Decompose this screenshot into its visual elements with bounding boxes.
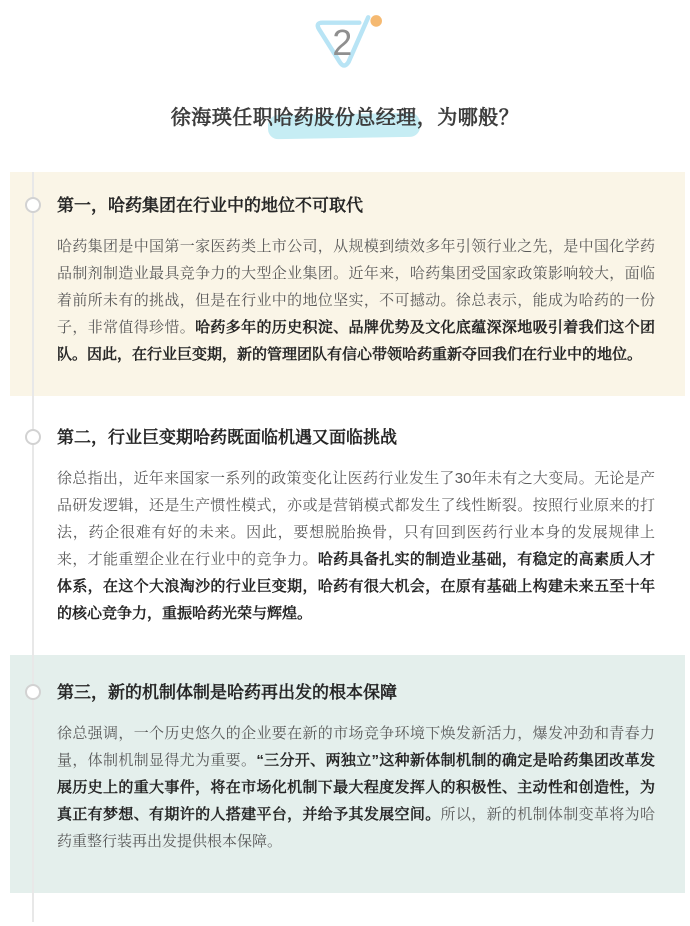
section-first-heading-text: 第一，哈药集团在行业中的地位不可取代: [57, 196, 363, 215]
section-third-paragraph: [57, 720, 655, 855]
section-second: [10, 396, 685, 655]
timeline-node-icon: [25, 684, 41, 700]
bold-text-run: “三分开、两独立”这种新体制机制的确定是哈药集团改革发展历史上的重大事件，将在市场化机制下最大程度发挥人的积极性、主动性和创造性，为真正有梦想、有期许的人搭建平台，并给予其发展空间。: [57, 752, 655, 823]
text-run: 徐总指出，近年来国家一系列的政策变化让医药行业发生了30年未有之大变局。无论是产品研发逻辑，还是生产惯性模式，亦或是营销模式都发生了线性断裂。按照行业原来的打法，药企很难有好的未来。因此，要想脱胎换骨，只有回到医药行业本身的发展规律上来，才能重塑企业在行业中的竞争力。: [57, 470, 655, 568]
text-run: 徐总强调，一个历史悠久的企业要在新的市场竞争环境下焕发新活力，爆发冲劲和青春力量，体制机制显得尤为重要。: [57, 725, 655, 769]
section-third-heading-text: 第三，新的机制体制是哈药再出发的根本保障: [57, 683, 397, 702]
brand-triangle-logo-icon: [299, 12, 391, 78]
text-run: 哈药集团是中国第一家医药类上市公司，从规模到绩效多年引领行业之先，是中国化学药品制剂制造业最具竞争力的大型企业集团。近年来，哈药集团受国家政策影响较大，面临着前所未有的挑战，但是在行业中的地位坚实，不可撼动。徐总表示，能成为哈药的一份子，非常值得珍惜。: [57, 238, 655, 336]
timeline-node-icon: [25, 429, 41, 445]
title-text-before-highlight: 徐海瑛任职: [170, 107, 274, 129]
section-first: [10, 172, 685, 396]
logo-dot-icon: [370, 15, 382, 27]
text-run: 所以，新的机制体制变革将为哈药重整行装再出发提供根本保障。: [57, 806, 655, 850]
title-highlighted-text: 哈药股份总经理: [273, 107, 417, 129]
section-first-paragraph: [57, 233, 655, 368]
section-third: [10, 655, 685, 893]
timeline-node-icon: [25, 197, 41, 213]
bold-text-run: 哈药具备扎实的制造业基础，有稳定的高素质人才体系，在这个大浪淘沙的行业巨变期，哈药有很大机会，在原有基础上构建未来五至十年的核心竞争力，重振哈药光荣与辉煌。: [57, 551, 655, 622]
timeline-line: [32, 172, 34, 922]
logo-number: 2: [332, 22, 353, 63]
section-second-paragraph: [57, 465, 655, 627]
section-second-heading: [57, 426, 655, 449]
page-title: [0, 104, 690, 132]
section-second-heading-text: 第二，行业巨变期哈药既面临机遇又面临挑战: [57, 428, 397, 447]
section-first-heading: [57, 194, 655, 217]
logo-container: [0, 0, 690, 78]
section-third-heading: [57, 681, 655, 704]
title-text-after-highlight: ，为哪般？: [416, 107, 520, 129]
bold-text-run: 哈药多年的历史积淀、品牌优势及文化底蕴深深地吸引着我们这个团队。因此，在行业巨变期，新的管理团队有信心带领哈药重新夺回我们在行业中的地位。: [57, 319, 655, 363]
